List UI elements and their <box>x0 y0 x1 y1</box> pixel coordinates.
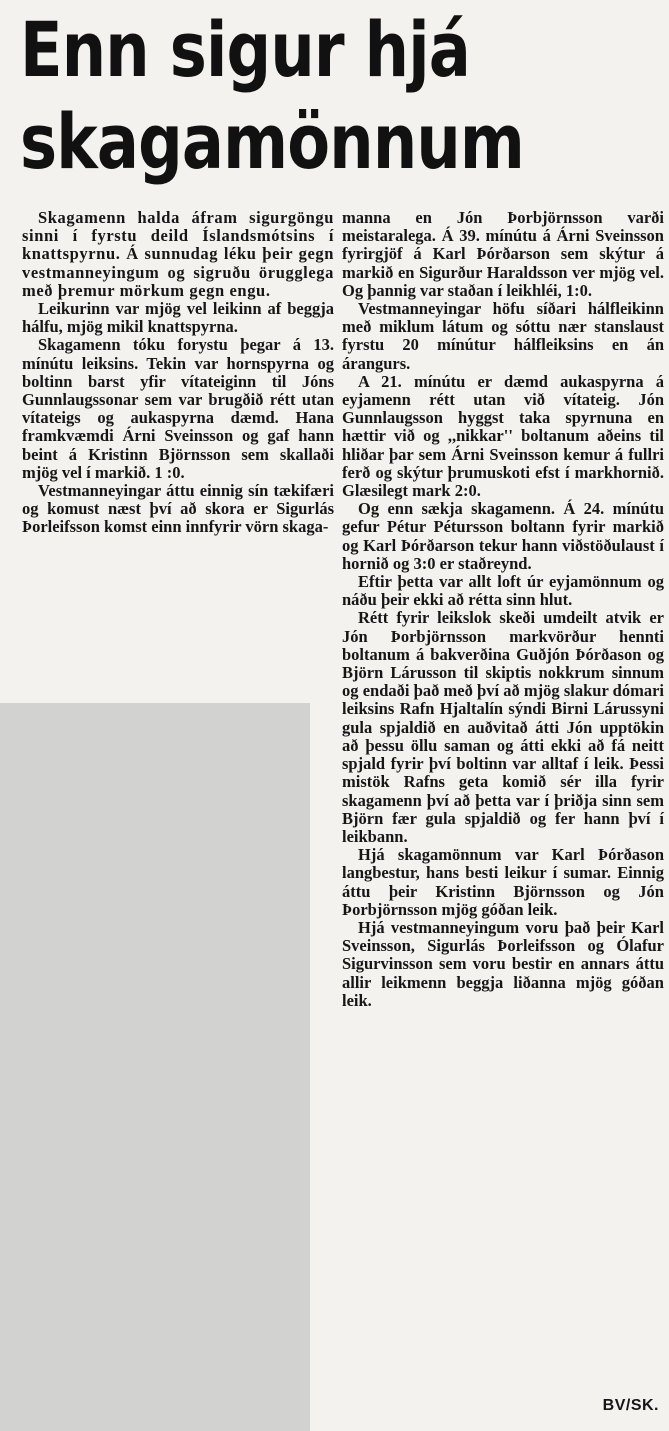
body-paragraph: Hjá skagamönnum var Karl Þórðason langbestur, hans besti leikur í sumar. Einnig áttu þeir Kristinn Björnsson og Jón Þorbjörnsson mjög góðan leik. <box>342 845 664 919</box>
headline-line-2: skagamönnum <box>20 97 525 186</box>
body-paragraph: Eftir þetta var allt loft úr eyjamönnum og náðu þeir ekki að rétta sinn hlut. <box>342 572 664 610</box>
headline <box>20 4 545 188</box>
headline-line-1: Enn sigur hjá <box>20 5 470 94</box>
body-paragraph: Hjá vestmanneyingum voru það þeir Karl Sveinsson, Sigurlás Þorleifsson og Ólafur Sigurvinsson sem voru bestir en annars áttu allir leikmenn beggja liðanna mjög góðan leik. <box>342 917 664 1010</box>
author-signoff: BV/SK. <box>602 1397 659 1414</box>
body-paragraph: Rétt fyrir leikslok skeði umdeilt atvik er Jón Þorbjörnsson markvörður hennti boltanum á bakverðina Guðjón Þórðason og Björn Lárusson til skiptis nokkrum sinnum og endaði það með því að mjög slakur dómari leiksins Rafn Hjaltalín sýndi Birni Lárussyni gula spjaldið en auðvitað átti Jón upptökin að þessu öllu saman og átti ekki að fá neitt spjald fyrir því boltinn var alltaf í leik. Þessi mistök Rafns geta komið sér illa fyrir skagamenn því að þetta var í þriðja sinn sem Björn fær gula spjaldið og fer hann því í leikbann. <box>342 608 664 846</box>
body-paragraph: Skagamenn tóku forystu þegar á 13. mínútu leiksins. Tekin var hornspyrna og boltinn barst yfir vítateiginn til Jóns Gunnlaugssonar sem var brugðið rétt utan vítateigs og aukaspyrna dæmd. Hana framkvæmdi Árni Sveinsson og gaf hann beint á Kristinn Björnsson sem skallaði mjög vel í markið. 1 :0. <box>22 335 334 482</box>
body-paragraph: Vestmanneyingar höfu síðari hálfleikinn með miklum látum og sóttu nær stanslaust fyrstu 20 mínútur hálfleiksins en án árangurs. <box>342 299 664 373</box>
article-column-right <box>342 209 664 1010</box>
body-paragraph: Leikurinn var mjög vel leikinn af beggja hálfu, mjög mikil knattspyrna. <box>22 299 334 337</box>
article-column-left <box>22 209 334 537</box>
body-paragraph: A 21. mínútu er dæmd aukaspyrna á eyjamenn rétt utan við vítateig. Jón Gunnlaugsson hyggst taka spyrnuna en hættir við og ,,nikkar'' boltanum aðeins til hliðar þar sem Árni Sveinsson kemur á fullri ferð og skýtur þrumuskoti efst í markhornið. Glæsilegt mark 2:0. <box>342 371 664 501</box>
continued-paragraph: manna en Jón Þorbjörnsson varði meistaralega. Á 39. mínútu á Árni Sveinsson fyrirgjöf á Karl Þórðarson sem skýtur á markið en Sigurður Haraldsson ver mjög vel. Og þannig var staðan í leikhléi, 1:0. <box>342 208 664 300</box>
body-paragraph: Og enn sækja skagamenn. Á 24. mínútu gefur Pétur Pétursson boltann fyrir markið og Karl Þórðarson tekur hann viðstöðulaust í hornið og 3:0 er staðreynd. <box>342 499 664 573</box>
body-paragraph: Vestmanneyingar áttu einnig sín tækifæri og komust næst því að skora er Sigurlás Þorleifsson komst einn innfyrir vörn skaga- <box>22 481 334 537</box>
lead-paragraph: Skagamenn halda áfram sigurgöngu sinni í fyrstu deild Íslandsmótsins í knattspyrnu. Á sunnudag léku þeir gegn vestmanneyingum og sigruðu örugglega með þremur mörkum gegn engu. <box>22 208 334 300</box>
